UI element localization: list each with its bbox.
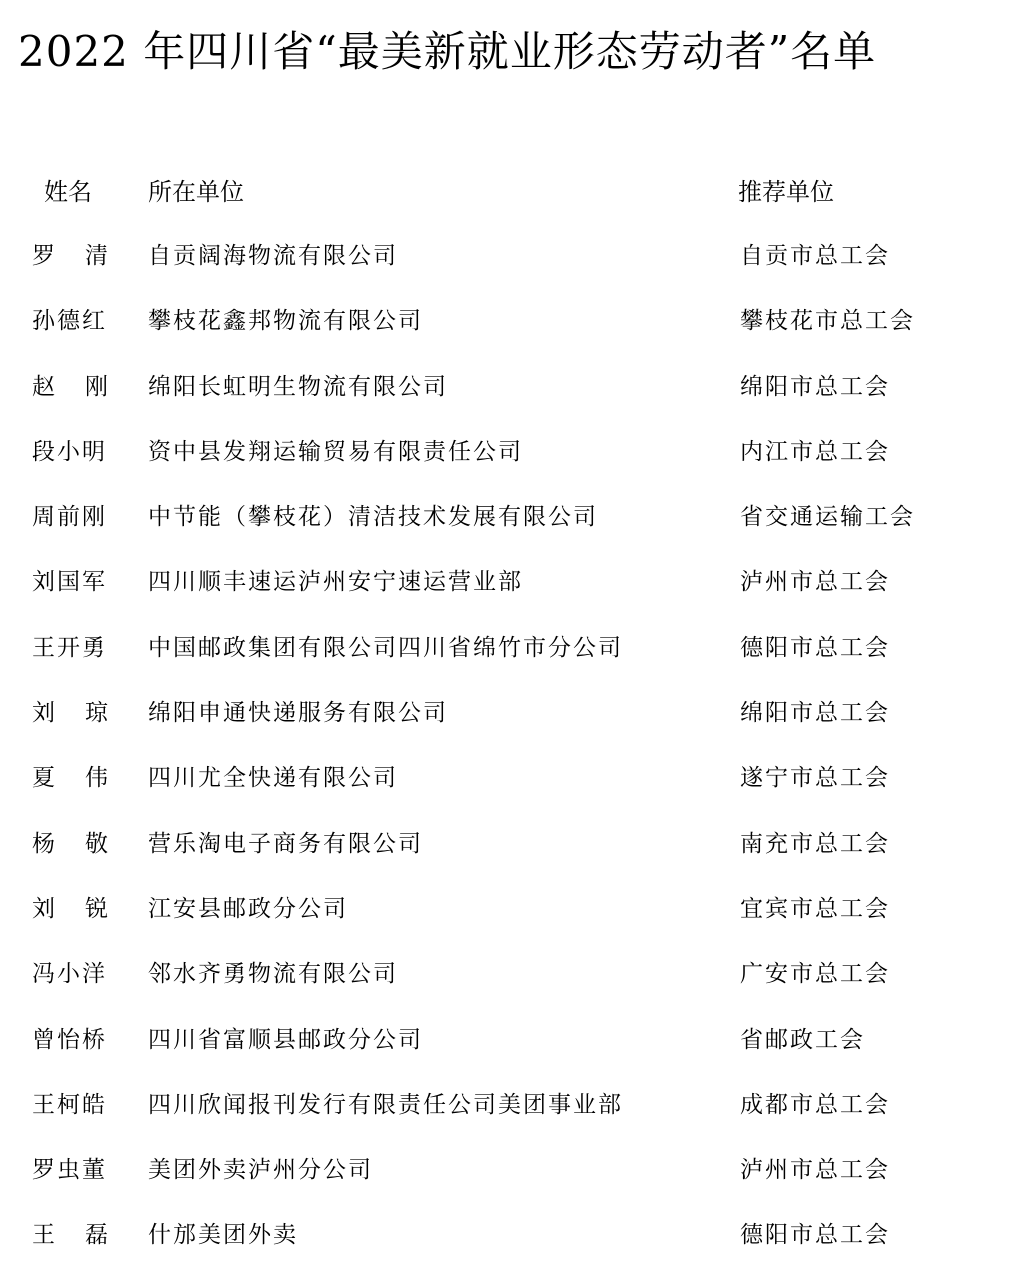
row-unit: 四川欣闻报刊发行有限责任公司美团事业部 (148, 1091, 623, 1118)
name-char: 磊 (85, 1222, 110, 1249)
name-list (0, 237, 1024, 1282)
name-spaced (32, 825, 110, 863)
row-unit: 营乐淘电子商务有限公司 (148, 830, 423, 857)
row-name (32, 890, 112, 928)
row-unit: 邻水齐勇物流有限公司 (148, 961, 398, 988)
row-unit: 资中县发翔运输贸易有限责任公司 (148, 438, 523, 465)
row-recommender: 遂宁市总工会 (740, 765, 890, 792)
table-row (0, 759, 1024, 824)
table-row (0, 563, 1024, 628)
row-recommender: 德阳市总工会 (740, 634, 890, 661)
name-char: 刚 (85, 373, 110, 400)
name-char: 杨 (32, 830, 57, 857)
name-spaced (32, 1216, 110, 1254)
name-spaced (32, 368, 110, 406)
row-name (32, 694, 112, 732)
row-recommender: 绵阳市总工会 (740, 373, 890, 400)
table-header (0, 172, 1024, 212)
table-row (0, 694, 1024, 759)
row-unit: 中国邮政集团有限公司四川省绵竹市分公司 (148, 634, 623, 661)
row-recommender: 广安市总工会 (740, 961, 890, 988)
row-unit: 绵阳长虹明生物流有限公司 (148, 373, 448, 400)
row-name: 曾怡桥 (32, 1026, 107, 1053)
row-recommender: 泸州市总工会 (740, 1157, 890, 1184)
row-unit: 四川尤全快递有限公司 (148, 765, 398, 792)
row-name: 罗虫董 (32, 1157, 107, 1184)
name-spaced (32, 759, 110, 797)
header-name: 姓名 (44, 178, 92, 206)
row-unit: 江安县邮政分公司 (148, 895, 348, 922)
name-char: 敬 (85, 830, 110, 857)
name-char: 锐 (85, 895, 110, 922)
name-char: 王 (32, 1222, 57, 1249)
row-name (32, 368, 112, 406)
row-name: 段小明 (32, 438, 107, 465)
table-row (0, 237, 1024, 302)
row-unit: 美团外卖泸州分公司 (148, 1157, 373, 1184)
row-name: 王开勇 (32, 634, 107, 661)
name-spaced (32, 237, 110, 275)
table-row (0, 302, 1024, 367)
table-row (0, 1216, 1024, 1281)
row-unit: 什邡美团外卖 (148, 1222, 298, 1249)
row-name (32, 825, 112, 863)
table-row (0, 368, 1024, 433)
row-recommender: 自贡市总工会 (740, 243, 890, 269)
table-row (0, 498, 1024, 563)
row-recommender: 攀枝花市总工会 (740, 308, 915, 335)
name-char: 伟 (85, 765, 110, 792)
name-char: 罗 (32, 243, 57, 269)
row-name: 冯小洋 (32, 961, 107, 988)
row-recommender: 泸州市总工会 (740, 569, 890, 596)
row-name (32, 237, 112, 275)
name-char: 夏 (32, 765, 57, 792)
row-unit: 攀枝花鑫邦物流有限公司 (148, 308, 423, 335)
table-row (0, 890, 1024, 955)
row-name (32, 759, 112, 797)
row-unit: 中节能（攀枝花）清洁技术发展有限公司 (148, 504, 598, 531)
table-row (0, 825, 1024, 890)
table-row (0, 1021, 1024, 1086)
row-name: 刘国军 (32, 569, 107, 596)
row-recommender: 绵阳市总工会 (740, 700, 890, 727)
page-title: 2022 年四川省“最美新就业形态劳动者”名单 (18, 27, 877, 76)
row-unit: 四川顺丰速运泸州安宁速运营业部 (148, 569, 523, 596)
row-name: 周前刚 (32, 504, 107, 531)
row-unit: 绵阳申通快递服务有限公司 (148, 700, 448, 727)
row-unit: 自贡阔海物流有限公司 (148, 243, 398, 269)
row-name: 孙德红 (32, 308, 107, 335)
row-recommender: 成都市总工会 (740, 1091, 890, 1118)
name-spaced (32, 890, 110, 928)
header-recommender: 推荐单位 (738, 178, 834, 206)
table-row (0, 629, 1024, 694)
header-unit: 所在单位 (148, 178, 244, 206)
row-name: 王柯皓 (32, 1091, 107, 1118)
row-recommender: 德阳市总工会 (740, 1222, 890, 1249)
row-recommender: 宜宾市总工会 (740, 895, 890, 922)
name-char: 清 (85, 243, 110, 269)
name-char: 赵 (32, 373, 57, 400)
name-char: 刘 (32, 700, 57, 727)
name-char: 琼 (85, 700, 110, 727)
row-recommender: 省交通运输工会 (740, 504, 915, 531)
row-unit: 四川省富顺县邮政分公司 (148, 1026, 423, 1053)
table-row (0, 1086, 1024, 1151)
table-row (0, 955, 1024, 1020)
row-recommender: 南充市总工会 (740, 830, 890, 857)
table-row (0, 1151, 1024, 1216)
name-spaced (32, 694, 110, 732)
row-recommender: 省邮政工会 (740, 1026, 865, 1053)
row-name (32, 1216, 112, 1254)
name-char: 刘 (32, 895, 57, 922)
row-recommender: 内江市总工会 (740, 438, 890, 465)
table-row (0, 433, 1024, 498)
